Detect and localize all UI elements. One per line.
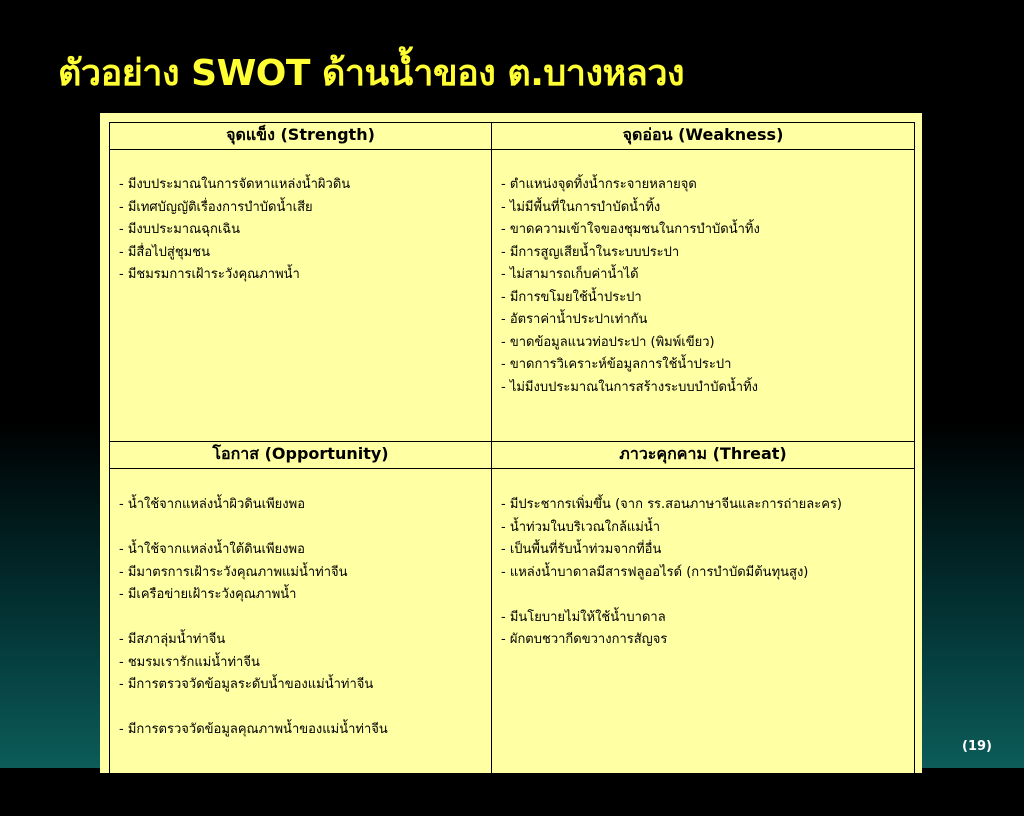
- list-item: - ไม่มีพื้นที่ในการบำบัดน้ำทิ้ง: [501, 199, 661, 215]
- weakness-cell: [492, 150, 915, 442]
- strength-header: จุดแข็ง (Strength): [110, 123, 492, 150]
- slide-number: (19): [962, 739, 992, 754]
- list-item: - มีงบประมาณในการจัดหาแหล่งน้ำผิวดิน: [119, 177, 351, 192]
- list-item: - มีสภาลุ่มน้ำท่าจีน: [119, 632, 226, 647]
- list-item: - น้ำใช้จากแหล่งน้ำผิวดินเพียงพอ: [119, 497, 306, 512]
- strength-cell: [110, 150, 492, 442]
- swot-table: [109, 122, 915, 816]
- slide-title: ตัวอย่าง SWOT ด้านน้ำของ ต.บางหลวง: [58, 53, 685, 94]
- list-item: - น้ำใช้จากแหล่งน้ำใต้ดินเพียงพอ: [119, 542, 305, 557]
- body-row-bottom: [110, 469, 915, 816]
- threat-header: ภาวะคุกคาม (Threat): [492, 442, 915, 469]
- list-item: - เป็นพื้นที่รับน้ำท่วมจากที่อื่น: [501, 542, 662, 557]
- list-item: - ไม่สามารถเก็บค่าน้ำได้: [501, 267, 639, 282]
- list-item: - มีประชากรเพิ่มขึ้น (จาก รร.สอนภาษาจีนและการถ่ายละคร): [501, 497, 843, 512]
- strength-list: [119, 174, 491, 287]
- list-item: - ขาดข้อมูลแนวท่อประปา (พิมพ์เขียว): [501, 334, 715, 350]
- list-item: - มีสื่อไปสู่ชุมชน: [119, 244, 210, 260]
- swot-panel: [100, 113, 922, 773]
- list-item: - มีงบประมาณฉุกเฉิน: [119, 222, 241, 237]
- list-item: - อัตราค่าน้ำประปาเท่ากัน: [501, 312, 648, 327]
- list-item: - ขาดการวิเคราะห์ข้อมูลการใช้น้ำประปา: [501, 357, 732, 372]
- opportunity-list: [119, 494, 491, 742]
- list-item: - ไม่มีงบประมาณในการสร้างระบบบำบัดน้ำทิ้ง: [501, 379, 759, 395]
- list-item: - มีมาตรการเฝ้าระวังคุณภาพแม่น้ำท่าจีน: [119, 564, 348, 580]
- threat-list: [492, 494, 908, 652]
- list-item: - มีการตรวจวัดข้อมูลคุณภาพน้ำของแม่น้ำท่าจีน: [119, 722, 388, 737]
- weakness-header: จุดอ่อน (Weakness): [492, 123, 915, 150]
- opportunity-header: โอกาส (Opportunity): [110, 442, 492, 469]
- body-row-top: [110, 150, 915, 442]
- header-row-bottom: [110, 442, 915, 469]
- header-row-top: [110, 123, 915, 150]
- list-item: - มีเทศบัญญัติเรื่องการบำบัดน้ำเสีย: [119, 199, 313, 215]
- list-item: - ขาดความเข้าใจของชุมชนในการบำบัดน้ำทิ้ง: [501, 222, 760, 237]
- list-item: - มีการตรวจวัดข้อมูลระดับน้ำของแม่น้ำท่าจีน: [119, 677, 374, 692]
- list-item: - น้ำท่วมในบริเวณใกล้แม่น้ำ: [501, 519, 661, 535]
- list-item: - มีชมรมการเฝ้าระวังคุณภาพน้ำ: [119, 267, 300, 282]
- list-item: - ผักตบชวากีดขวางการสัญจร: [501, 632, 668, 647]
- list-item: - มีเครือข่ายเฝ้าระวังคุณภาพน้ำ: [119, 587, 297, 602]
- list-item: - มีนโยบายไม่ให้ใช้น้ำบาดาล: [501, 609, 666, 625]
- threat-cell: [492, 469, 915, 816]
- opportunity-cell: [110, 469, 492, 816]
- list-item: - ชมรมเรารักแม่น้ำท่าจีน: [119, 654, 260, 670]
- list-item: - แหล่งน้ำบาดาลมีสารฟลูออไรด์ (การบำบัดมีต้นทุนสูง): [501, 564, 809, 580]
- list-item: - มีการสูญเสียน้ำในระบบประปา: [501, 244, 680, 260]
- list-item: - ตำแหน่งจุดทิ้งน้ำกระจายหลายจุด: [501, 177, 697, 192]
- list-item: - มีการขโมยใช้น้ำประปา: [501, 289, 642, 305]
- weakness-list: [501, 174, 914, 399]
